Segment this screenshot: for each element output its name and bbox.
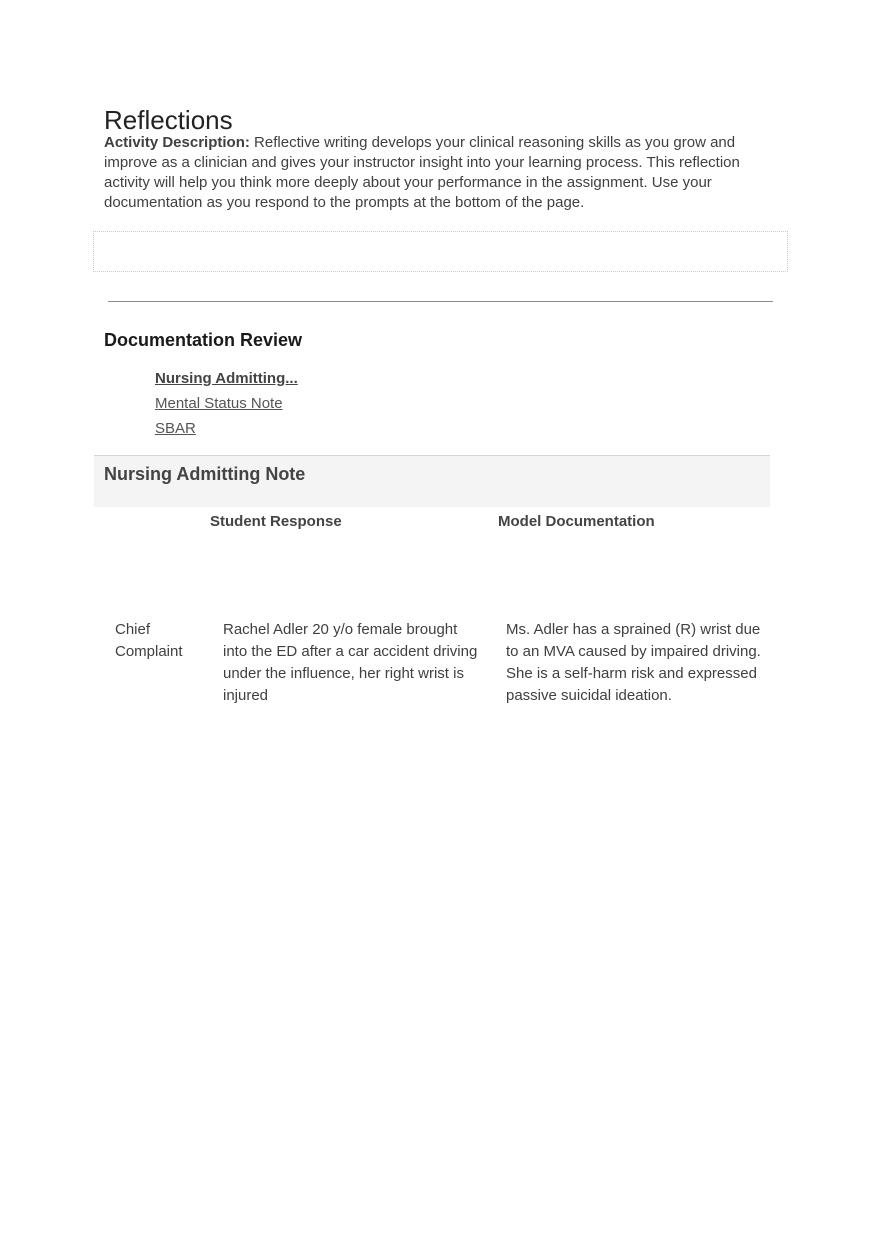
nursing-admitting-link[interactable]: Nursing Admitting... (155, 370, 298, 387)
doc-link-item (155, 366, 298, 391)
student-response-column-header: Student Response (210, 513, 342, 530)
mental-status-note-link[interactable]: Mental Status Note (155, 395, 283, 412)
activity-description-text: Reflective writing develops your clinical reasoning skills as you grow and improve as a clinician and gives your instructor insight into your learning process. This reflection activity will help you think more deeply about your performance in the assignment. Use your documentation as you respond to the prompts at the bottom of the page. (104, 134, 740, 211)
page-title: Reflections (104, 105, 233, 135)
model-documentation-column-header: Model Documentation (498, 513, 655, 530)
reflection-response-area (93, 231, 788, 272)
activity-description-label: Activity Description: (104, 134, 250, 151)
activity-description (104, 133, 764, 213)
documentation-links (155, 366, 298, 441)
doc-link-item (155, 416, 298, 441)
student-response-cell: Rachel Adler 20 y/o female brought into the ED after a car accident driving under the influence, her right wrist is injured (223, 621, 478, 704)
documentation-review-title: Documentation Review (104, 330, 303, 350)
section-divider (108, 301, 773, 302)
nursing-admitting-note-header (94, 455, 770, 507)
sbar-link[interactable]: SBAR (155, 420, 196, 437)
note-title: Nursing Admitting Note (104, 464, 306, 484)
doc-link-item (155, 391, 298, 416)
row-label: Chief Complaint (115, 621, 183, 660)
model-documentation-cell: Ms. Adler has a sprained (R) wrist due to an MVA caused by impaired driving. She is a self-harm risk and expressed passive suicidal ideation. (506, 621, 761, 704)
